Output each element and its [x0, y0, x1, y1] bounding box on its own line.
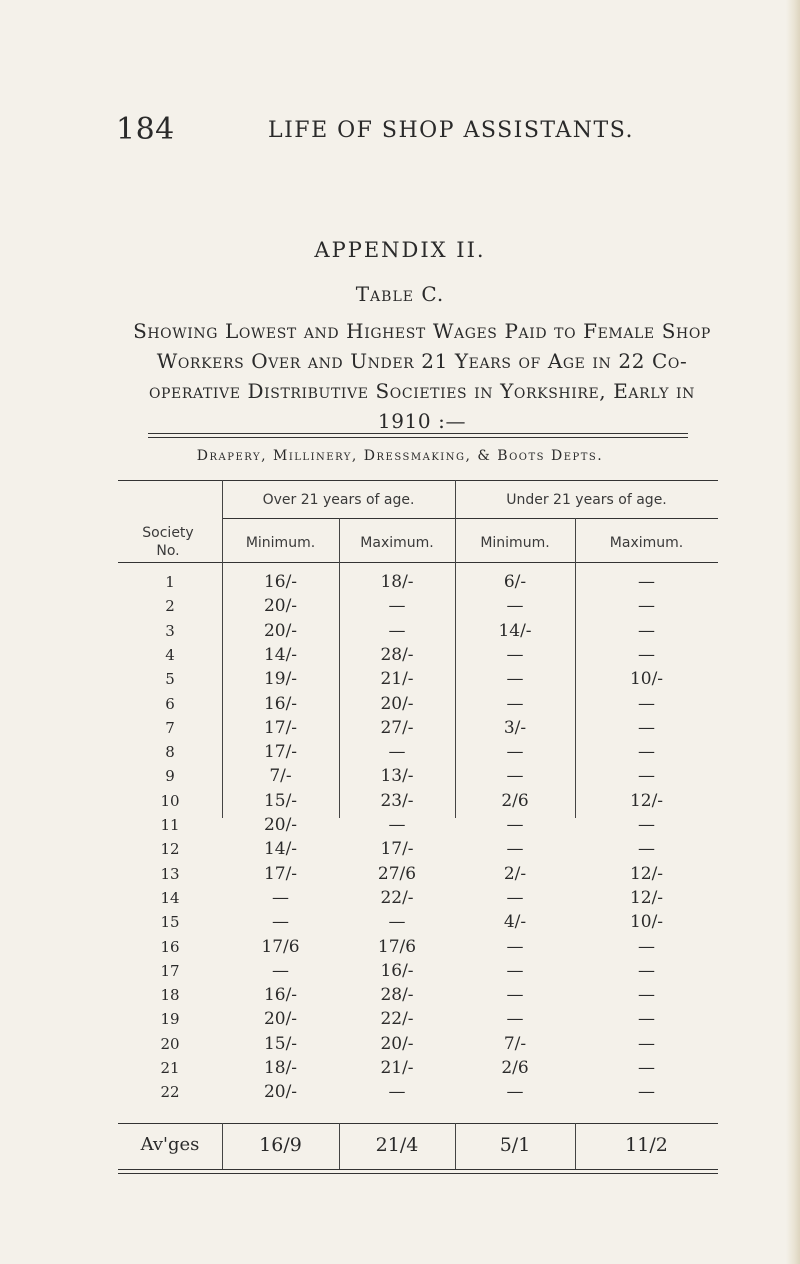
- wage-cell: 10/-: [629, 912, 664, 933]
- wage-cell: —: [638, 815, 655, 835]
- society-number-cell: 8: [165, 743, 175, 762]
- appendix-title: APPENDIX II.: [314, 238, 486, 262]
- wage-cell: —: [638, 693, 655, 714]
- header-subrule: [222, 518, 718, 519]
- wage-cell: —: [638, 960, 655, 981]
- page-number: 184: [116, 112, 175, 147]
- header-over-minimum: Minimum.: [245, 535, 316, 551]
- wage-cell: 20/-: [380, 693, 414, 714]
- wage-cell: —: [506, 936, 524, 957]
- wage-cell: 28/-: [380, 644, 414, 665]
- wage-cell: 18/-: [380, 572, 414, 592]
- average-value: 21/4: [375, 1134, 419, 1156]
- society-number-cell: 9: [165, 767, 175, 786]
- wage-cell: 20/-: [263, 596, 298, 617]
- wage-cell: —: [388, 1082, 406, 1103]
- society-number-cell: 14: [160, 888, 180, 907]
- wage-cell: 14/-: [498, 620, 532, 641]
- wage-cell: —: [388, 620, 406, 641]
- wage-cell: —: [388, 815, 406, 835]
- wage-cell: 15/-: [263, 790, 298, 811]
- average-label: Av'ges: [140, 1134, 200, 1155]
- average-value: 16/9: [259, 1134, 302, 1156]
- wage-cell: —: [506, 985, 524, 1006]
- wage-cell: —: [638, 596, 655, 617]
- society-number-cell: 22: [160, 1083, 180, 1102]
- wage-cell: 13/-: [380, 766, 414, 787]
- society-number-cell: 18: [160, 986, 180, 1005]
- table-bottom-rule-2: [118, 1173, 718, 1174]
- society-number-cell: 19: [160, 1010, 180, 1029]
- wage-cell: 23/-: [380, 790, 414, 811]
- wage-cell: 16/-: [380, 960, 414, 981]
- wage-cell: 22/-: [380, 887, 414, 908]
- wage-cell: 14/-: [263, 839, 298, 860]
- wage-cell: 6/-: [503, 572, 527, 592]
- wage-cell: 27/6: [377, 863, 417, 884]
- society-number-cell: 10: [160, 791, 180, 810]
- page-edge: [786, 0, 800, 1264]
- wage-cell: 12/-: [629, 790, 664, 811]
- society-number-cell: 7: [165, 718, 175, 737]
- society-number-cell: 17: [160, 961, 180, 980]
- wage-cell: —: [506, 669, 524, 690]
- average-value: 11/2: [625, 1134, 668, 1156]
- wage-cell: 16/-: [263, 985, 298, 1006]
- wage-cell: —: [638, 1058, 655, 1078]
- wage-cell: 14/-: [263, 644, 298, 665]
- wage-cell: —: [506, 1009, 524, 1030]
- society-number-cell: 21: [160, 1059, 180, 1077]
- wage-cell: 2/-: [503, 863, 527, 884]
- wage-cell: 28/-: [380, 985, 414, 1006]
- wage-cell: —: [506, 839, 524, 860]
- wage-cell: —: [506, 644, 524, 665]
- wage-cell: —: [272, 887, 289, 908]
- society-number-cell: 15: [160, 913, 180, 932]
- header-over-maximum: Maximum.: [360, 535, 434, 551]
- header-under-maximum: Maximum.: [609, 535, 684, 551]
- wage-cell: 16/-: [263, 693, 298, 714]
- header-bottom-rule: [118, 562, 718, 563]
- society-number-cell: 4: [165, 645, 175, 664]
- wage-cell: —: [506, 596, 524, 617]
- wage-cell: 18/-: [263, 1058, 298, 1078]
- wage-cell: 12/-: [629, 887, 664, 908]
- wage-cell: —: [638, 1033, 655, 1054]
- wage-cell: 20/-: [263, 620, 298, 641]
- wage-cell: 12/-: [629, 863, 664, 884]
- society-number-cell: 16: [160, 937, 180, 956]
- wage-cell: 20/-: [380, 1033, 414, 1054]
- wage-cell: —: [638, 766, 655, 787]
- society-number-cell: 5: [165, 670, 175, 689]
- wage-cell: —: [388, 742, 406, 763]
- wage-cell: —: [638, 644, 655, 665]
- wage-cell: —: [388, 912, 406, 933]
- wage-cell: —: [638, 572, 655, 592]
- dept-rule-bottom: [118, 480, 718, 481]
- wage-cell: —: [506, 1082, 524, 1103]
- wage-cell: 17/-: [263, 863, 298, 884]
- wage-cell: 2/6: [501, 1058, 529, 1078]
- wage-cell: 2/6: [501, 790, 529, 811]
- dept-rule-top-2: [148, 437, 688, 438]
- society-number-cell: 20: [160, 1034, 180, 1053]
- wage-cell: —: [272, 912, 289, 933]
- wage-cell: —: [638, 985, 655, 1006]
- dept-rule-top-1: [148, 433, 688, 434]
- wage-cell: 7/-: [269, 766, 292, 787]
- wage-cell: —: [506, 815, 524, 835]
- wage-cell: 22/-: [380, 1009, 414, 1030]
- wage-cell: —: [638, 620, 655, 641]
- wage-cell: 17/-: [380, 839, 414, 860]
- wage-cell: —: [506, 887, 524, 908]
- wage-cell: —: [506, 766, 524, 787]
- wage-cell: 27/-: [380, 717, 414, 738]
- society-number-cell: 11: [160, 816, 180, 834]
- society-number-cell: 13: [160, 864, 180, 883]
- wage-cell: —: [638, 742, 655, 763]
- table-bottom-rule-1: [118, 1169, 718, 1170]
- wage-cell: 15/-: [263, 1033, 298, 1054]
- wage-cell: 4/-: [503, 912, 527, 933]
- wage-cell: 20/-: [263, 815, 298, 835]
- running-head: [116, 112, 716, 152]
- header-over-21: Over 21 years of age.: [262, 492, 415, 508]
- running-head-title: LIFE OF SHOP ASSISTANTS.: [268, 118, 634, 143]
- society-number-cell: 3: [165, 621, 175, 640]
- table-label: Table C.: [355, 282, 445, 306]
- wage-cell: 17/-: [263, 717, 298, 738]
- table-caption: Showing Lowest and Highest Wages Paid to Female Shop Workers Over and Under 21 Years of Age in 22 Co-operative Distributive Societies in Yorkshire, Early in 1910 :—: [133, 319, 711, 433]
- wage-cell: 16/-: [263, 572, 298, 592]
- wage-cell: 7/-: [503, 1033, 527, 1054]
- wage-cell: —: [506, 960, 524, 981]
- wage-cell: 19/-: [263, 669, 298, 690]
- wage-cell: —: [638, 717, 655, 738]
- wage-cell: —: [506, 742, 524, 763]
- header-society: Society No.: [142, 525, 194, 559]
- society-number-cell: 1: [165, 573, 175, 591]
- wage-cell: —: [638, 1009, 655, 1030]
- society-number-cell: 6: [165, 694, 175, 713]
- wage-cell: 21/-: [380, 1058, 414, 1078]
- header-under-minimum: Minimum.: [480, 535, 550, 551]
- wage-cell: 17/6: [377, 936, 417, 957]
- average-top-rule: [118, 1123, 718, 1124]
- department-heading: Drapery, Millinery, Dressmaking, & Boots Depts.: [196, 448, 604, 464]
- header-under-21: Under 21 years of age.: [506, 492, 667, 508]
- society-number-cell: 2: [165, 597, 175, 616]
- wage-cell: —: [272, 960, 289, 981]
- wage-cell: 20/-: [263, 1082, 298, 1103]
- wage-cell: 17/-: [263, 742, 298, 763]
- wage-cell: 10/-: [629, 669, 664, 690]
- wage-cell: —: [638, 936, 655, 957]
- society-number-cell: 12: [160, 840, 180, 859]
- average-value: 5/1: [499, 1134, 531, 1156]
- wage-cell: 21/-: [380, 669, 414, 690]
- wage-cell: —: [638, 1082, 655, 1103]
- wage-cell: —: [638, 839, 655, 860]
- wage-cell: 3/-: [503, 717, 527, 738]
- wage-cell: —: [388, 596, 406, 617]
- wage-cell: —: [506, 693, 524, 714]
- wage-cell: 17/6: [261, 936, 300, 957]
- wage-cell: 20/-: [263, 1009, 298, 1030]
